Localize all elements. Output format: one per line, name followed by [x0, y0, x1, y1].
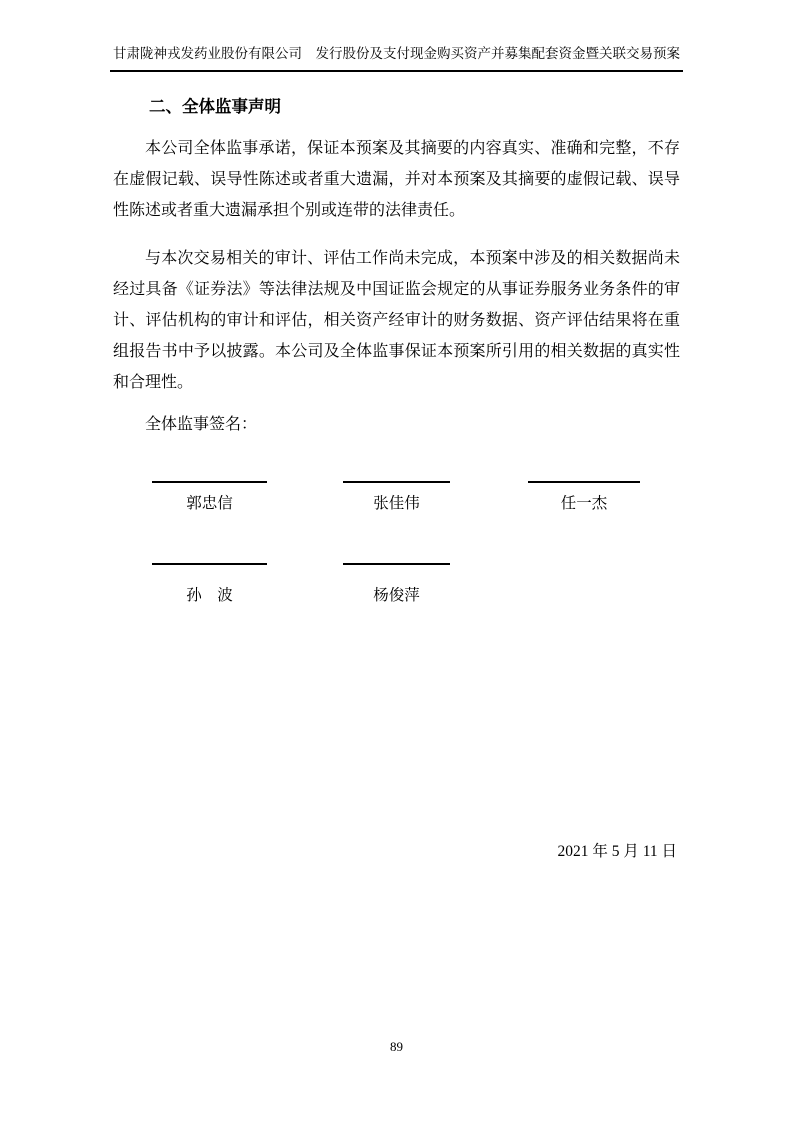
paragraph-audit-note: 与本次交易相关的审计、评估工作尚未完成，本预案中涉及的相关数据尚未经过具备《证券法》等法律法规及中国证监会规定的从事证券服务业务条件的审计、评估机构的审计和评估，相关资产经审计的财务数据、资产评估结果将在重组报告书中予以披露。本公司及全体监事保证本预案所引用的相关数据的真实性和合理性。: [113, 250, 680, 391]
signature-slot: [343, 563, 450, 606]
signature-date: 2021 年 5 月 11 日: [557, 843, 677, 860]
signature-slot: [152, 481, 267, 514]
signature-line: [528, 481, 640, 483]
signature-label: 全体监事签名：: [145, 416, 258, 433]
signature-slot: [343, 481, 450, 514]
signature-line: [343, 481, 450, 483]
signatory-name: 杨俊萍: [373, 587, 420, 604]
page-header: [110, 46, 683, 72]
page-header-text: 甘肃陇神戎发药业股份有限公司 发行股份及支付现金购买资产并募集配套资金暨关联交易预案: [113, 46, 680, 61]
signatory-name: 任一杰: [560, 495, 608, 512]
signature-line: [152, 481, 267, 483]
paragraph-declaration: 本公司全体监事承诺，保证本预案及其摘要的内容真实、准确和完整，不存在虚假记载、误导性陈述或者重大遗漏，并对本预案及其摘要的虚假记载、误导性陈述或者重大遗漏承担个别或连带的法律责任。: [113, 140, 680, 219]
signature-slot: [152, 563, 267, 606]
signature-slot: [528, 481, 640, 514]
signature-line: [343, 563, 450, 565]
section-title: 二、全体监事声明: [149, 97, 281, 116]
signatory-name: 郭忠信: [186, 495, 233, 512]
signature-line: [152, 563, 267, 565]
signatory-name: 孙 波: [186, 587, 233, 604]
signatory-name: 张佳伟: [373, 495, 420, 512]
page-number: 89: [390, 1039, 403, 1054]
